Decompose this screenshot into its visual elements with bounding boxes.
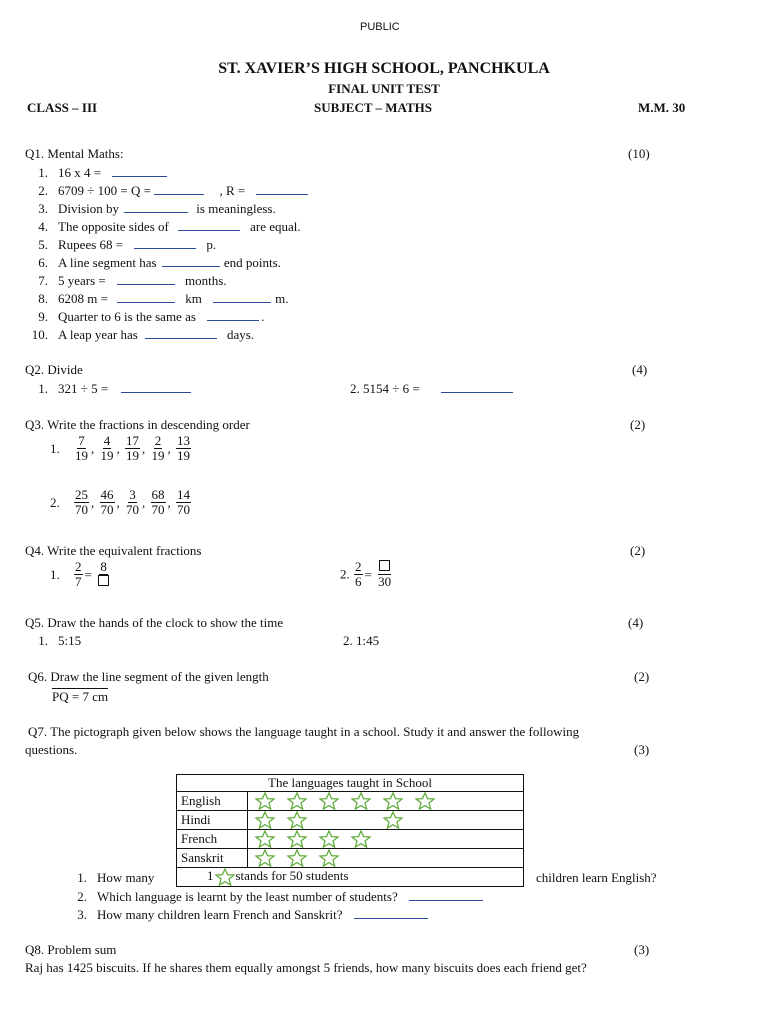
q7-question-2 [73, 888, 483, 905]
star-icon [214, 868, 236, 886]
fraction: $\frac{17}{19}$ [126, 433, 139, 463]
q4-problem-2: 2. $\frac{2}{6}$ = 30 [340, 559, 392, 589]
item-text: 5 years = [58, 273, 106, 288]
item-text: is meaningless. [196, 201, 276, 216]
item-text: How many [97, 870, 155, 885]
q8-text: Raj has 1425 biscuits. If he shares them equally amongst 5 friends, how many biscuits does each friend get? [25, 960, 587, 975]
item-text: months. [185, 273, 227, 288]
star-icon [350, 792, 372, 810]
subject-label: SUBJECT – MATHS [314, 100, 432, 115]
pictograph-title: The languages taught in School [177, 775, 524, 792]
q3-row-2: 2. $\frac{25}{70}$ , $\frac{46}{70}$ , $\frac{3}{70}$ , $\frac{68}{70}$ , $\frac{14}{70}$ [50, 487, 190, 517]
q5-marks: (4) [628, 615, 644, 630]
star-icon [286, 849, 308, 867]
answer-blank[interactable] [117, 290, 175, 303]
fraction: $\frac{68}{70}$ [151, 487, 165, 517]
pictograph [176, 774, 524, 887]
q2-problem-1 [26, 380, 191, 397]
q1-item-1 [26, 164, 167, 181]
item-number: 6. [38, 255, 48, 270]
q8-marks: (3) [634, 942, 650, 957]
item-text: Rupees 68 = [58, 237, 124, 252]
item-text: The opposite sides of [58, 219, 169, 234]
q3-title: Q3. Write the fractions in descending order [25, 417, 250, 432]
fraction: $\frac{25}{70}$ [75, 487, 88, 517]
q2-marks: (4) [632, 362, 648, 377]
item-number: 2. [38, 183, 48, 198]
answer-blank[interactable] [354, 906, 428, 919]
answer-box[interactable] [379, 560, 390, 571]
fraction: $\frac{2}{6}$ [355, 559, 362, 589]
school-name: ST. XAVIER’S HIGH SCHOOL, PANCHKULA [218, 60, 550, 77]
star-icon [350, 830, 372, 848]
q5-time-1 [26, 633, 81, 649]
item-text: 321 ÷ 5 = [58, 381, 109, 396]
q7-marks: (3) [634, 742, 650, 757]
star-icon [286, 811, 308, 829]
item-text: 2. 5154 ÷ 6 = [350, 381, 420, 396]
lang-sanskrit: Sanskrit [177, 849, 248, 868]
star-icon [382, 792, 404, 810]
item-text: Which language is learnt by the least number of students? [97, 889, 398, 904]
q4-title: Q4. Write the equivalent fractions [25, 543, 202, 558]
star-icon [318, 849, 340, 867]
item-text: A line segment has [58, 255, 157, 270]
q7-question-1 [73, 870, 154, 886]
star-icon [254, 849, 276, 867]
star-icon [318, 792, 340, 810]
star-icon [318, 830, 340, 848]
fraction: $\frac{4}{19}$ [100, 433, 114, 463]
star-icon [286, 830, 308, 848]
answer-box[interactable] [98, 575, 109, 586]
fraction: $\frac{7}{19}$ [75, 433, 88, 463]
fraction: 8 [97, 560, 110, 589]
item-text: km [185, 291, 202, 306]
item-text: days. [227, 327, 255, 342]
key-text: stands for 50 students [235, 868, 349, 884]
star-icon [254, 792, 276, 810]
q1-item-3 [26, 200, 276, 217]
item-number: 4. [38, 219, 48, 234]
q5-time-2: 2. 1:45 [343, 633, 380, 648]
answer-blank[interactable] [213, 290, 271, 303]
fraction: $\frac{14}{70}$ [177, 487, 190, 517]
pictograph-table [176, 774, 524, 887]
item-text: are equal. [250, 219, 301, 234]
item-text: . [261, 309, 265, 324]
q3-marks: (2) [630, 417, 646, 432]
item-text: end points. [223, 255, 281, 270]
stars-row [248, 830, 524, 849]
q1-item-5 [26, 236, 216, 253]
q4-marks: (2) [630, 543, 646, 558]
item-text: 5:15 [58, 633, 82, 648]
star-icon [414, 792, 436, 810]
star-icon [286, 792, 308, 810]
item-number: 1. [38, 381, 48, 396]
item-number: 1. [50, 440, 60, 456]
q1-item-10 [26, 326, 254, 343]
q1-item-6 [26, 254, 281, 271]
fraction: $\frac{2}{7}$ [75, 559, 82, 589]
item-text: 6208 m = [58, 291, 108, 306]
answer-blank[interactable] [441, 380, 513, 393]
item-number: 8. [38, 291, 48, 306]
max-marks: M.M. 30 [638, 100, 686, 115]
item-number: 9. [38, 309, 48, 324]
q7-question-1-tail: children learn English? [536, 870, 657, 885]
answer-blank[interactable] [178, 218, 240, 231]
item-number: 1. [77, 870, 87, 885]
answer-blank[interactable] [256, 182, 308, 195]
q2-problem-2 [350, 380, 513, 397]
item-number: 1. [38, 633, 48, 648]
stars-row [248, 811, 524, 830]
q6-marks: (2) [634, 669, 650, 684]
test-title: FINAL UNIT TEST [328, 81, 440, 96]
fraction: $\frac{46}{70}$ [100, 487, 114, 517]
answer-blank[interactable] [112, 164, 167, 177]
item-text: Division by [58, 201, 120, 216]
pictograph-key [177, 868, 524, 887]
answer-blank[interactable] [145, 326, 217, 339]
item-number: 2. [50, 494, 60, 510]
item-text: m. [275, 291, 289, 306]
q7-text-line-1: Q7. The pictograph given below shows the language taught in a school. Study it and answer the following [28, 724, 580, 739]
item-text: 16 x 4 = [58, 165, 102, 180]
item-number: 3. [77, 907, 87, 922]
fraction: 30 [377, 560, 392, 589]
q1-item-4 [26, 218, 301, 235]
item-text: A leap year has [58, 327, 138, 342]
lang-english: English [177, 792, 248, 811]
answer-blank[interactable] [121, 380, 191, 393]
q4-problem-1: 1. $\frac{2}{7}$ = 8 [50, 560, 111, 589]
item-text: Quarter to 6 is the same as [58, 309, 196, 324]
answer-blank[interactable] [117, 272, 175, 285]
q5-title: Q5. Draw the hands of the clock to show the time [25, 615, 284, 630]
key-count: 1 [207, 868, 214, 884]
item-text: 6709 ÷ 100 = Q = [58, 183, 151, 198]
item-number: 3. [38, 201, 48, 216]
answer-blank[interactable] [207, 308, 259, 321]
q8-title: Q8. Problem sum [25, 942, 117, 957]
item-text: How many children learn French and Sanskrit? [97, 907, 343, 922]
star-icon [382, 811, 404, 829]
class-label: CLASS – III [27, 100, 98, 115]
fraction: $\frac{13}{19}$ [177, 433, 190, 463]
star-icon [254, 811, 276, 829]
q6-title: Q6. Draw the line segment of the given length [28, 669, 269, 684]
q1-marks: (10) [628, 146, 650, 161]
answer-blank[interactable] [154, 182, 204, 195]
q1-item-9 [26, 308, 264, 325]
q7-text-line-2: questions. [25, 742, 78, 757]
item-number: 1. [38, 165, 48, 180]
q7-question-3 [73, 906, 428, 923]
q1-title: Q1. Mental Maths: [25, 146, 124, 161]
item-number: 5. [38, 237, 48, 252]
fraction: $\frac{2}{19}$ [151, 433, 165, 463]
item-number: 2. [77, 889, 87, 904]
item-number: 2. [340, 566, 350, 582]
item-text: , R = [219, 183, 246, 198]
q3-row-1: 1. $\frac{7}{19}$ , $\frac{4}{19}$ , $\frac{17}{19}$ , $\frac{2}{19}$ , $\frac{13}{19}$ [50, 433, 190, 463]
lang-hindi: Hindi [177, 811, 248, 830]
stars-row [248, 792, 524, 811]
q1-item-2 [26, 182, 308, 199]
item-number: 10. [31, 327, 48, 342]
q2-title: Q2. Divide [25, 362, 83, 377]
q1-item-8 [26, 290, 288, 307]
star-icon [254, 830, 276, 848]
stars-row [248, 849, 524, 868]
answer-blank[interactable] [124, 200, 188, 213]
item-text: p. [206, 237, 217, 252]
item-number: 7. [38, 273, 48, 288]
answer-blank[interactable] [409, 888, 483, 901]
answer-blank[interactable] [162, 254, 220, 267]
public-label: PUBLIC [360, 21, 400, 33]
lang-french: French [177, 830, 248, 849]
answer-blank[interactable] [134, 236, 196, 249]
q1-item-7 [26, 272, 227, 289]
fraction: $\frac{3}{70}$ [126, 487, 139, 517]
q6-segment-label: PQ = 7 cm [52, 689, 109, 704]
item-number: 1. [50, 566, 60, 582]
